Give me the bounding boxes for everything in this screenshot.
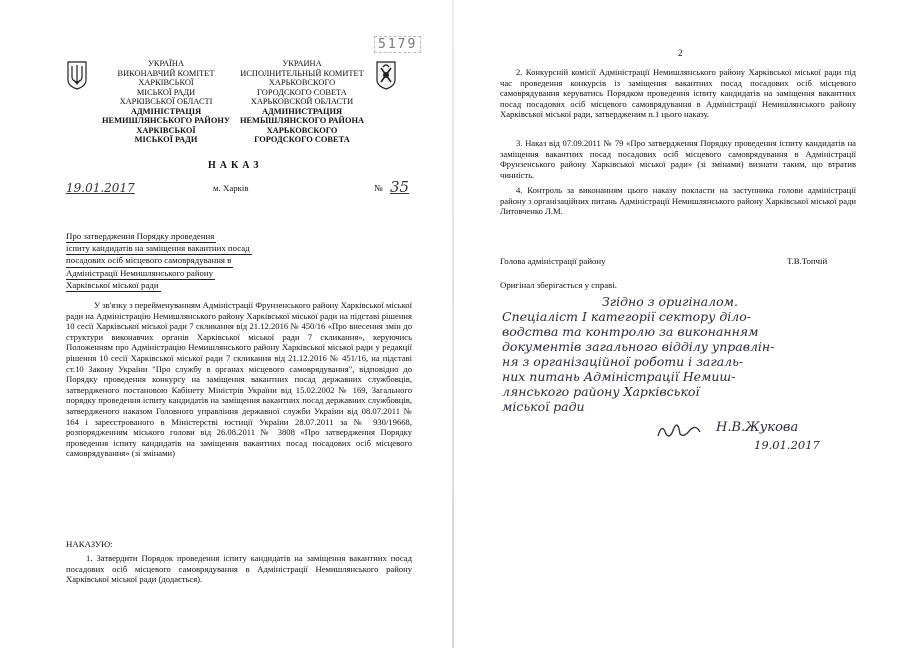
order-item-1: 1. Затвердити Порядок проведення іспиту кандидатів на заміщення вакантних посад посадових осіб місцевого самоврядування в Адміністрації Немишлянського району Харківської міської ради (додається). [66, 553, 412, 585]
handwritten-line: них питань Адміністрації Немиш- [502, 369, 736, 384]
header-ukr-line: ХАРКІВСЬКОЇ [138, 78, 194, 87]
signature-icon [654, 418, 704, 442]
subject-line: Адміністрації Немишлянського району [66, 268, 215, 280]
handwritten-line: Згідно з оригіналом. [602, 294, 738, 309]
handwritten-line: лянського району Харківської [502, 384, 700, 399]
registration-stamp: 5179 [374, 36, 421, 53]
document-type-title: НАКАЗ [208, 160, 263, 171]
header-rus-line: УКРАИНА [282, 59, 322, 68]
header-rus-bold-line: ХАРЬКОВСКОГО [266, 125, 338, 135]
header-russian [238, 59, 366, 145]
header-ukr-line: ВИКОНАВЧИЙ КОМІТЕТ [117, 68, 215, 78]
handwritten-line: Спеціаліст І категорії сектору діло- [502, 309, 751, 324]
header-ukr-line: МІСЬКОЇ РАДИ [136, 87, 196, 97]
header-ukr-bold-line: НЕМИШЛЯНСЬКОГО РАЙОНУ [102, 116, 230, 125]
city-label: м. Харків [213, 183, 249, 193]
signer-name: Т.В.Топчій [787, 256, 828, 266]
subject-line: посадових осіб місцевого самоврядування в [66, 255, 233, 267]
handwritten-date: 19.01.2017 [66, 181, 135, 195]
order-item-3: 3. Наказ від 07.09.2011 № 79 «Про затвердження Порядку проведення іспиту кандидатів на заміщення вакантних посад посадових осіб місцевого самоврядування в Адміністрації Фрунзенського району Харківської міської ради» (зі змінами) визнати таким, що втратив чинність. [500, 138, 856, 180]
trident-emblem-icon [66, 60, 88, 90]
handwritten-number: 35 [390, 178, 410, 196]
original-note: Оригінал зберігається у справі. [500, 280, 617, 290]
header-ukrainian [102, 59, 230, 145]
order-preamble: У зв'язку з перейменуванням Адміністрації Фрунзенського району Харківської міської ради на Адміністрацію Немишлянського району Харківської міської ради на підставі рішення 10 сесії Харківської міської ради 7 скликання від 21.12.2016 № 450/16 «Про внесення змін до структури виконавчих органів Харківської міської ради 7 скликання», керуючись Положенням про Адміністрацію Немишлянського району Харківської міської ради у редакції рішення 10 сесії Харківської міської ради 7 скликання від 21.12.2016 № 451/16, на підставі ст.10 Закону України "Про службу в органах місцевого самоврядування", відповідно до Порядку проведення конкурсу на заміщення вакантних посад державних службовців, затвердженого постановою Кабінету Міністрів України від 15.02.2002 № 169, Загального порядку проведення іспиту кандидатів на заміщення вакантних посад державних службовців, затвердженого наказом Головного управління державної служби України від 08.07.2011 № 164 і зареєстрованого в Міністерстві юстиції України 28.07.2011 за № 930/19668, розпорядженням міського голови від 26.08.2011 № 3808 «Про затвердження Порядку проведення іспиту кандидатів на заміщення вакантних посад посадових осіб місцевого самоврядування» (зі змінами) [66, 300, 412, 459]
header-ukr-bold-line: АДМІНІСТРАЦІЯ [130, 106, 202, 116]
header-ukr-bold-line: МІСЬКОЇ РАДИ [134, 135, 198, 144]
order-word: НАКАЗУЮ: [66, 539, 113, 549]
page-number: 2 [678, 48, 683, 58]
handwritten-line: міської ради [502, 399, 585, 414]
handwritten-certification-date: 19.01.2017 [754, 438, 820, 452]
header-rus-line: ХАРЬКОВСКОГО [268, 78, 336, 87]
handwritten-line: ня з організаційної роботи і загаль- [502, 354, 744, 369]
handwritten-line: документів загального відділу управлін- [502, 339, 775, 354]
certification-handwriting [502, 294, 774, 414]
signer-title: Голова адміністрації району [500, 256, 606, 266]
order-subject [66, 231, 326, 292]
handwritten-line: водства та контролю за виконанням [502, 324, 759, 339]
header-ukr-line: УКРАЇНА [147, 59, 185, 68]
header-rus-bold-line: АДМИНИСТРАЦИЯ [261, 106, 343, 116]
kharkiv-coat-of-arms-icon [375, 60, 397, 90]
subject-line: Харківської міської ради [66, 280, 161, 292]
header-rus-bold-line: ГОРОДСКОГО СОВЕТА [254, 135, 350, 144]
header-rus-line: ХАРЬКОВСКОЙ ОБЛАСТИ [250, 97, 354, 106]
header-rus-line: ГОРОДСКОГО СОВЕТА [257, 87, 347, 97]
order-item-2: 2. Конкурсній комісії Адміністрації Немишлянського району Харківської міської ради під час проведення конкурсів із заміщення вакантних посад посадових осіб місцевого самоврядування керуватись Порядком проведення іспиту кандидатів на заміщення вакантних посад посадових осіб місцевого самоврядування в Адміністрації Немишлянського району Харківської міської ради, затвердженим п.1 цього наказу. [500, 67, 856, 120]
header-ukr-bold-line: ХАРКІВСЬКОЇ [136, 125, 196, 135]
header-rus-line: ИСПОЛНИТЕЛЬНЫЙ КОМИТЕТ [240, 68, 364, 78]
subject-line: Про затвердження Порядку проведення [66, 231, 216, 243]
header-rus-bold-line: НЕМЫШЛЯНСКОГО РАЙОНА [239, 116, 365, 125]
handwritten-signature-name: Н.В.Жукова [716, 420, 799, 435]
number-prefix: № [374, 183, 383, 193]
header-ukr-line: ХАРКІВСЬКОЇ ОБЛАСТІ [119, 97, 213, 106]
order-item-4: 4. Контроль за виконанням цього наказу покласти на заступника голови адміністрації району з організаційних питань Адміністрації Немишлянського району Харківської міської ради Литовченко Л.М. [500, 185, 856, 217]
subject-line: іспиту кандидатів на заміщення вакантних посад [66, 243, 252, 255]
